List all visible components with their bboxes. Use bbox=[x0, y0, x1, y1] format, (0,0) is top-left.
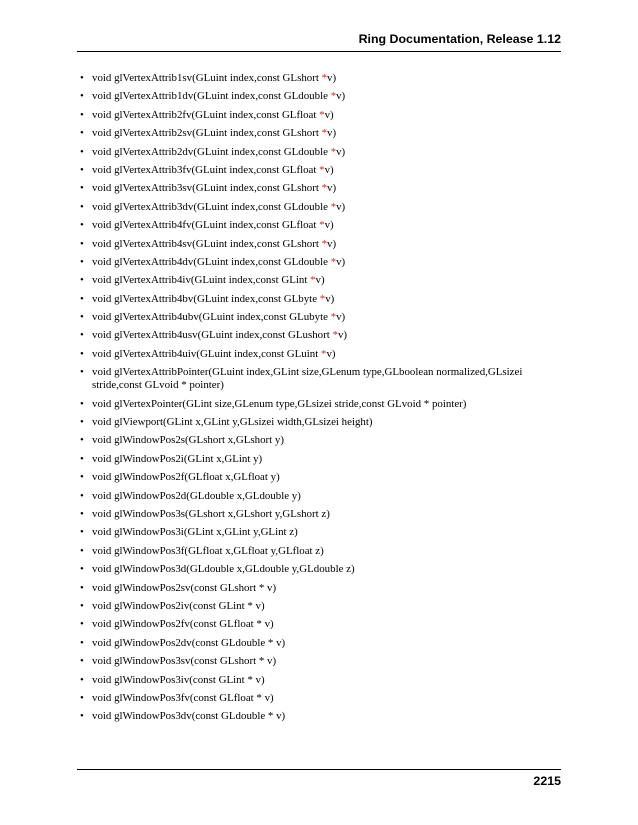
function-signature-tail: v) bbox=[336, 145, 346, 158]
bullet-icon: • bbox=[80, 691, 84, 704]
function-signature-tail: v) bbox=[326, 347, 336, 360]
list-item bbox=[77, 238, 561, 251]
page-number: 2215 bbox=[533, 774, 561, 788]
emphasis-asterisk: * bbox=[319, 108, 325, 121]
header-rule bbox=[77, 51, 561, 52]
bullet-icon: • bbox=[80, 237, 84, 250]
function-signature: void glWindowPos2dv(const GLdouble * v) bbox=[92, 636, 286, 649]
list-item bbox=[77, 471, 561, 484]
list-item bbox=[77, 90, 561, 103]
emphasis-asterisk: * bbox=[319, 219, 325, 232]
function-signature-tail: v) bbox=[324, 219, 334, 232]
list-item bbox=[77, 692, 561, 705]
function-signature: void glVertexAttrib1dv(GLuint index,const GLdouble bbox=[92, 90, 331, 103]
list-item bbox=[77, 219, 561, 232]
page-header-title: Ring Documentation, Release 1.12 bbox=[358, 32, 561, 46]
function-signature-tail: v) bbox=[336, 311, 346, 324]
function-signature: void glVertexAttrib4bv(GLuint index,const GLbyte bbox=[92, 292, 320, 305]
list-item bbox=[77, 311, 561, 324]
bullet-icon: • bbox=[80, 366, 84, 379]
bullet-icon: • bbox=[80, 710, 84, 723]
bullet-icon: • bbox=[80, 292, 84, 305]
emphasis-asterisk: * bbox=[332, 329, 338, 342]
function-signature: void glVertexAttrib4iv(GLuint index,const GLint bbox=[92, 274, 311, 287]
list-item bbox=[77, 201, 561, 214]
bullet-icon: • bbox=[80, 471, 84, 484]
emphasis-asterisk: * bbox=[319, 292, 326, 305]
function-signature: void glWindowPos3fv(const GLfloat * v) bbox=[92, 691, 274, 704]
list-item bbox=[77, 563, 561, 576]
bullet-icon: • bbox=[80, 163, 84, 176]
function-signature-tail: v) bbox=[324, 163, 334, 176]
list-item bbox=[77, 618, 561, 631]
function-signature: void glWindowPos3dv(const GLdouble * v) bbox=[92, 710, 286, 723]
function-signature: void glViewport(GLint x,GLint y,GLsizei width,GLsizei height) bbox=[92, 416, 373, 429]
bullet-icon: • bbox=[80, 544, 84, 557]
bullet-icon: • bbox=[80, 507, 84, 520]
function-signature: void glVertexAttrib3dv(GLuint index,const GLdouble bbox=[92, 200, 331, 213]
bullet-icon: • bbox=[80, 347, 84, 360]
bullet-icon: • bbox=[80, 599, 84, 612]
bullet-icon: • bbox=[80, 329, 84, 342]
bullet-icon: • bbox=[80, 200, 84, 213]
bullet-icon: • bbox=[80, 563, 84, 576]
list-item bbox=[77, 182, 561, 195]
function-signature: void glVertexAttrib4fv(GLuint index,const GLfloat bbox=[92, 219, 320, 232]
list-item bbox=[77, 329, 561, 342]
list-item bbox=[77, 655, 561, 668]
emphasis-asterisk: * bbox=[321, 182, 328, 195]
bullet-icon: • bbox=[80, 219, 84, 232]
function-signature-tail: v) bbox=[327, 127, 337, 140]
list-item bbox=[77, 72, 561, 85]
function-signature: void glWindowPos3s(GLshort x,GLshort y,GLshort z) bbox=[92, 507, 330, 520]
list-item bbox=[77, 508, 561, 521]
function-signature: void glVertexAttrib4ubv(GLuint index,const GLubyte bbox=[92, 311, 331, 324]
list-item bbox=[77, 582, 561, 595]
list-item bbox=[77, 710, 561, 723]
function-signature-tail: v) bbox=[327, 237, 337, 250]
function-signature-tail: v) bbox=[327, 182, 337, 195]
list-item bbox=[77, 416, 561, 429]
bullet-icon: • bbox=[80, 127, 84, 140]
list-item bbox=[77, 274, 561, 287]
function-signature-tail: v) bbox=[315, 274, 325, 287]
function-signature: void glVertexAttrib1sv(GLuint index,const GLshort bbox=[92, 72, 322, 84]
function-signature: void glVertexAttribPointer(GLuint index,GLint size,GLenum type,GLboolean normalized,GLsizei stride,const GLvoid * pointer) bbox=[92, 366, 523, 392]
bullet-icon: • bbox=[80, 636, 84, 649]
function-signature: void glVertexAttrib4dv(GLuint index,const GLdouble bbox=[92, 255, 331, 268]
function-signature: void glVertexAttrib4usv(GLuint index,const GLushort bbox=[92, 329, 333, 342]
footer-rule bbox=[77, 769, 561, 770]
list-item bbox=[77, 164, 561, 177]
emphasis-asterisk: * bbox=[321, 72, 328, 84]
function-signature: void glVertexAttrib3sv(GLuint index,const GLshort bbox=[92, 182, 322, 195]
bullet-icon: • bbox=[80, 90, 84, 103]
function-signature: void glWindowPos2f(GLfloat x,GLfloat y) bbox=[92, 471, 280, 484]
emphasis-asterisk: * bbox=[320, 347, 327, 360]
list-item bbox=[77, 434, 561, 447]
function-signature: void glWindowPos3f(GLfloat x,GLfloat y,GLfloat z) bbox=[92, 544, 324, 557]
bullet-icon: • bbox=[80, 581, 84, 594]
bullet-icon: • bbox=[80, 526, 84, 539]
function-signature-tail: v) bbox=[324, 108, 334, 121]
function-signature-tail: v) bbox=[337, 329, 348, 342]
bullet-icon: • bbox=[80, 108, 84, 121]
function-signature: void glWindowPos2fv(const GLfloat * v) bbox=[92, 618, 274, 631]
bullet-icon: • bbox=[80, 255, 84, 268]
bullet-icon: • bbox=[80, 182, 84, 195]
list-item bbox=[77, 398, 561, 411]
function-signature: void glVertexAttrib2dv(GLuint index,const GLdouble bbox=[92, 145, 331, 158]
bullet-icon: • bbox=[80, 489, 84, 502]
function-signature-tail: v) bbox=[325, 292, 335, 305]
function-signature-tail: v) bbox=[336, 255, 346, 268]
list-item bbox=[77, 109, 561, 122]
function-signature: void glWindowPos3d(GLdouble x,GLdouble y,GLdouble z) bbox=[92, 563, 355, 576]
function-signature: void glWindowPos3iv(const GLint * v) bbox=[92, 673, 265, 686]
emphasis-asterisk: * bbox=[330, 255, 337, 268]
list-item bbox=[77, 453, 561, 466]
emphasis-asterisk: * bbox=[310, 274, 316, 287]
list-item bbox=[77, 490, 561, 503]
function-signature-tail: v) bbox=[336, 200, 346, 213]
function-signature: void glVertexAttrib3fv(GLuint index,const GLfloat bbox=[92, 163, 320, 176]
list-item bbox=[77, 348, 561, 361]
list-item bbox=[77, 127, 561, 140]
function-signature: void glWindowPos2i(GLint x,GLint y) bbox=[92, 452, 263, 465]
list-item bbox=[77, 366, 561, 392]
function-signature-tail: v) bbox=[336, 90, 346, 103]
list-item bbox=[77, 146, 561, 159]
emphasis-asterisk: * bbox=[330, 90, 337, 103]
function-signature: void glWindowPos3i(GLint x,GLint y,GLint z) bbox=[92, 526, 298, 539]
function-signature-tail: v) bbox=[327, 72, 337, 84]
function-signature: void glWindowPos2iv(const GLint * v) bbox=[92, 599, 265, 612]
list-item bbox=[77, 600, 561, 613]
emphasis-asterisk: * bbox=[330, 311, 337, 324]
bullet-icon: • bbox=[80, 397, 84, 410]
function-signature: void glVertexPointer(GLint size,GLenum type,GLsizei stride,const GLvoid * pointer) bbox=[92, 397, 467, 410]
bullet-icon: • bbox=[80, 655, 84, 668]
function-signature: void glWindowPos3sv(const GLshort * v) bbox=[92, 655, 277, 668]
emphasis-asterisk: * bbox=[330, 145, 337, 158]
function-signature: void glWindowPos2sv(const GLshort * v) bbox=[92, 581, 277, 594]
bullet-icon: • bbox=[80, 434, 84, 447]
bullet-icon: • bbox=[80, 452, 84, 465]
emphasis-asterisk: * bbox=[321, 127, 328, 140]
list-item bbox=[77, 256, 561, 269]
function-list bbox=[77, 72, 561, 729]
emphasis-asterisk: * bbox=[319, 163, 325, 176]
bullet-icon: • bbox=[80, 311, 84, 324]
bullet-icon: • bbox=[80, 618, 84, 631]
bullet-icon: • bbox=[80, 416, 84, 429]
list-item bbox=[77, 674, 561, 687]
bullet-icon: • bbox=[80, 673, 84, 686]
list-item bbox=[77, 637, 561, 650]
emphasis-asterisk: * bbox=[321, 237, 328, 250]
function-signature: void glVertexAttrib2fv(GLuint index,const GLfloat bbox=[92, 108, 320, 121]
bullet-icon: • bbox=[80, 274, 84, 287]
bullet-icon: • bbox=[80, 72, 84, 84]
function-signature: void glVertexAttrib4uiv(GLuint index,const GLuint bbox=[92, 347, 321, 360]
function-signature: void glWindowPos2s(GLshort x,GLshort y) bbox=[92, 434, 284, 447]
emphasis-asterisk: * bbox=[330, 200, 337, 213]
list-item bbox=[77, 293, 561, 306]
function-signature: void glWindowPos2d(GLdouble x,GLdouble y) bbox=[92, 489, 301, 502]
function-signature: void glVertexAttrib4sv(GLuint index,const GLshort bbox=[92, 237, 322, 250]
function-signature: void glVertexAttrib2sv(GLuint index,const GLshort bbox=[92, 127, 322, 140]
list-item bbox=[77, 545, 561, 558]
bullet-icon: • bbox=[80, 145, 84, 158]
list-item bbox=[77, 526, 561, 539]
